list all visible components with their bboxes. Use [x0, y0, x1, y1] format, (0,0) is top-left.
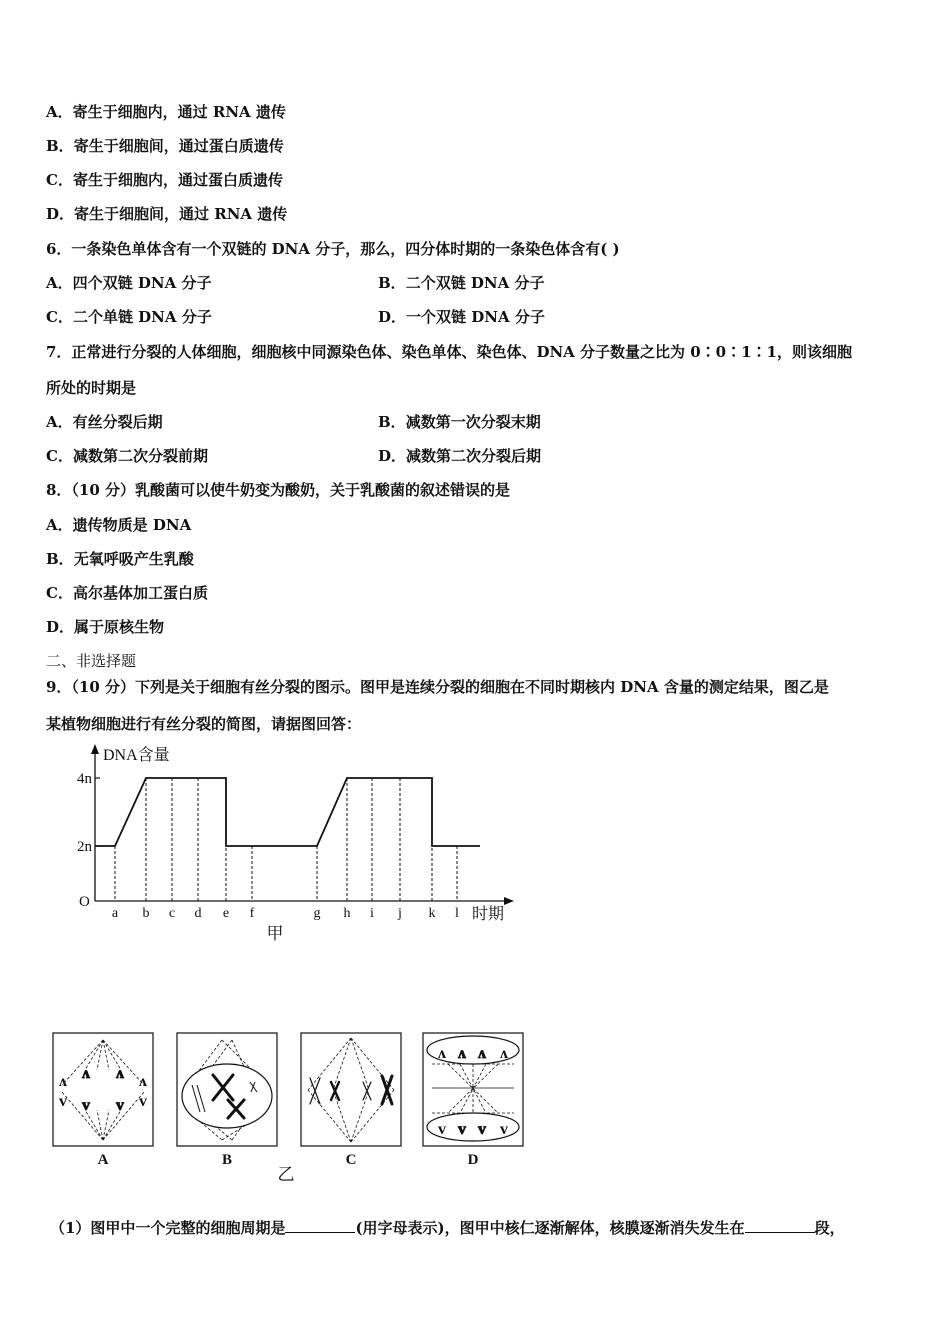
y-tick-4n: 4n — [77, 771, 92, 787]
svg-text:v: v — [82, 1097, 90, 1114]
panel-d-cell — [423, 1033, 523, 1146]
answer-blank-1[interactable] — [285, 1218, 355, 1233]
panel-b-cell — [177, 1033, 277, 1146]
q9-sub1: （1）图甲中一个完整的细胞周期是 (用字母表示)，图甲中核仁逐渐解体，核膜逐渐消失发生在 段， — [50, 1219, 845, 1237]
y-tick-2n: 2n — [77, 839, 92, 855]
svg-text:ᴧ: ᴧ — [438, 1045, 446, 1062]
q7-option-c: C．减数第二次分裂前期 — [46, 447, 208, 465]
panel-label-c: C — [345, 1152, 357, 1168]
q5-option-b: B．寄生于细胞间，通过蛋白质遗传 — [46, 137, 284, 155]
q8-stem: 8．（10 分）乳酸菌可以使牛奶变为酸奶，关于乳酸菌的叙述错误的是 — [46, 481, 511, 499]
figure-yi-title: 乙 — [277, 1165, 295, 1184]
tick-label-f: f — [249, 906, 255, 921]
q7-stem-line2: 所处的时期是 — [46, 379, 137, 397]
chart-labels — [77, 746, 504, 943]
tick-label-d: d — [194, 906, 202, 921]
tick-label-l: l — [455, 906, 459, 921]
chart-axes — [91, 744, 514, 905]
svg-text:v: v — [438, 1121, 446, 1138]
svg-text:ᴧ: ᴧ — [478, 1045, 486, 1062]
q8-option-b: B．无氧呼吸产生乳酸 — [46, 550, 194, 568]
svg-text:ᴧ: ᴧ — [116, 1065, 124, 1082]
q9-stem-line1: 9．（10 分）下列是关于细胞有丝分裂的图示。图甲是连续分裂的细胞在不同时期核内 DNA 含量的测定结果，图乙是 — [46, 678, 829, 696]
q6-option-c: C．二个单链 DNA 分子 — [46, 308, 212, 326]
q5-option-c: C．寄生于细胞内，通过蛋白质遗传 — [46, 171, 283, 189]
tick-label-a: a — [111, 906, 119, 921]
q6-stem: 6．一条染色单体含有一个双链的 DNA 分子，那么，四分体时期的一条染色体含有( ) — [46, 240, 620, 258]
tick-label-i: i — [370, 906, 374, 921]
dna-content-chart — [60, 738, 530, 948]
panel-label-d: D — [467, 1152, 479, 1168]
q7-option-d: D．减数第二次分裂后期 — [378, 447, 542, 465]
svg-text:ᴧ: ᴧ — [500, 1045, 508, 1062]
svg-text:v: v — [478, 1121, 486, 1138]
svg-text:v: v — [458, 1121, 466, 1138]
section-title: 二、非选择题 — [46, 652, 137, 670]
tick-label-c: c — [168, 906, 176, 921]
q9-stem-line2: 某植物细胞进行有丝分裂的简图，请据图回答： — [46, 715, 362, 733]
mitosis-figure — [50, 1030, 530, 1185]
q5-option-d: D．寄生于细胞间，通过 RNA 遗传 — [46, 205, 288, 223]
q8-option-a: A．遗传物质是 DNA — [46, 516, 192, 534]
svg-text:ᴧ: ᴧ — [82, 1065, 90, 1082]
answer-blank-2[interactable] — [745, 1218, 815, 1233]
chart-title: 甲 — [266, 924, 284, 943]
origin-label: O — [79, 894, 90, 910]
panel-label-b: B — [221, 1152, 233, 1168]
tick-label-e: e — [222, 906, 230, 921]
panel-label-a: A — [97, 1152, 109, 1168]
q8-option-c: C．高尔基体加工蛋白质 — [46, 584, 208, 602]
tick-label-j: j — [398, 906, 402, 921]
y-axis-arrow — [91, 744, 99, 754]
chart-guides — [115, 778, 457, 901]
tick-label-g: g — [313, 906, 321, 921]
panel-a-cell — [53, 1033, 153, 1146]
q7-stem-line1: 7．正常进行分裂的人体细胞，细胞核中同源染色体、染色单体、染色体、DNA 分子数量之比为 0∶0∶1∶1，则该细胞 — [46, 343, 852, 361]
svg-text:v: v — [116, 1097, 124, 1114]
svg-text:ᴧ: ᴧ — [59, 1073, 67, 1090]
tick-label-k: k — [428, 906, 436, 921]
q7-option-b: B．减数第一次分裂末期 — [378, 413, 541, 431]
svg-text:v: v — [59, 1093, 67, 1110]
tick-label-h: h — [343, 906, 351, 921]
tick-label-b: b — [142, 906, 150, 921]
q5-option-a: A．寄生于细胞内，通过 RNA 遗传 — [46, 103, 286, 121]
q8-option-d: D．属于原核生物 — [46, 618, 165, 636]
chart-series-line — [95, 778, 480, 846]
x-axis-arrow — [504, 897, 514, 905]
y-axis-label: DNA含量 — [103, 747, 170, 764]
svg-text:v: v — [500, 1121, 508, 1138]
q6-option-d: D．一个双链 DNA 分子 — [378, 308, 545, 326]
q6-option-a: A．四个双链 DNA 分子 — [46, 274, 212, 292]
svg-text:ᴧ: ᴧ — [139, 1073, 147, 1090]
q6-option-b: B．二个双链 DNA 分子 — [378, 274, 545, 292]
svg-text:ᴧ: ᴧ — [458, 1045, 466, 1062]
q7-option-a: A．有丝分裂后期 — [46, 413, 163, 431]
svg-text:v: v — [139, 1093, 147, 1110]
panel-c-cell — [301, 1033, 401, 1146]
x-axis-label: 时期 — [472, 906, 505, 923]
